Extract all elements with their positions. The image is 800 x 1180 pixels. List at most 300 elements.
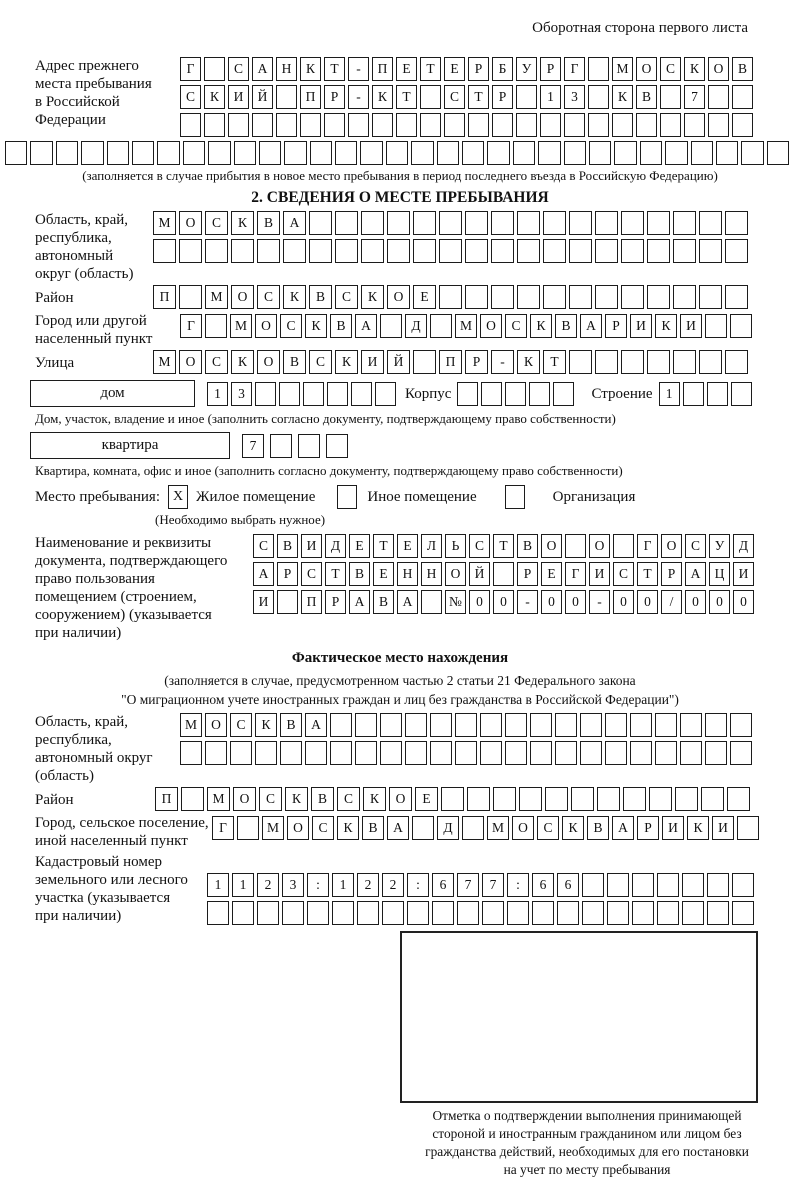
char-cell-empty[interactable] (493, 562, 514, 586)
char-cell-empty[interactable] (727, 787, 750, 811)
char-cell-empty[interactable] (532, 901, 554, 925)
char-cell-filled[interactable]: И (361, 350, 384, 374)
char-cell-filled[interactable]: К (231, 211, 254, 235)
char-cell-filled[interactable]: О (387, 285, 410, 309)
char-cell-empty[interactable] (505, 741, 527, 765)
char-cell-empty[interactable] (569, 285, 592, 309)
char-cell-filled[interactable]: В (280, 713, 302, 737)
char-cell-empty[interactable] (204, 57, 225, 81)
char-cell-filled[interactable]: О (512, 816, 534, 840)
char-cell-filled[interactable]: А (397, 590, 418, 614)
char-cell-empty[interactable] (493, 787, 516, 811)
char-cell-filled[interactable]: К (363, 787, 386, 811)
char-cell-empty[interactable] (595, 211, 618, 235)
char-cell-empty[interactable] (455, 713, 477, 737)
char-cell-filled[interactable]: А (305, 713, 327, 737)
char-cell-filled[interactable]: И (253, 590, 274, 614)
char-cell-empty[interactable] (332, 901, 354, 925)
char-cell-empty[interactable] (655, 713, 677, 737)
char-cell-empty[interactable] (530, 741, 552, 765)
char-cell-empty[interactable] (327, 382, 348, 406)
char-cell-empty[interactable] (737, 816, 759, 840)
char-cell-filled[interactable]: Е (541, 562, 562, 586)
char-cell-filled[interactable]: Ц (709, 562, 730, 586)
char-cell-empty[interactable] (157, 141, 179, 165)
char-cell-filled[interactable]: Е (444, 57, 465, 81)
char-cell-filled[interactable]: Т (468, 85, 489, 109)
char-cell-filled[interactable]: В (636, 85, 657, 109)
char-cell-empty[interactable] (632, 901, 654, 925)
char-cell-empty[interactable] (30, 141, 52, 165)
char-cell-empty[interactable] (517, 211, 540, 235)
char-cell-filled[interactable]: К (687, 816, 709, 840)
char-cell-empty[interactable] (179, 239, 202, 263)
char-cell-filled[interactable]: А (685, 562, 706, 586)
char-cell-empty[interactable] (673, 285, 696, 309)
char-cell-empty[interactable] (640, 141, 662, 165)
char-cell-empty[interactable] (310, 141, 332, 165)
char-cell-filled[interactable]: С (335, 285, 358, 309)
char-cell-empty[interactable] (655, 741, 677, 765)
char-cell-empty[interactable] (691, 141, 713, 165)
char-cell-empty[interactable] (538, 141, 560, 165)
char-cell-empty[interactable] (468, 113, 489, 137)
char-cell-empty[interactable] (351, 382, 372, 406)
char-cell-empty[interactable] (462, 816, 484, 840)
char-cell-filled[interactable]: О (287, 816, 309, 840)
char-cell-filled[interactable]: Н (421, 562, 442, 586)
char-cell-filled[interactable]: Л (421, 534, 442, 558)
char-cell-empty[interactable] (180, 113, 201, 137)
char-cell-filled[interactable]: В (257, 211, 280, 235)
char-cell-filled[interactable]: 0 (469, 590, 490, 614)
char-cell-filled[interactable]: К (231, 350, 254, 374)
char-cell-filled[interactable]: Р (605, 314, 627, 338)
char-cell-filled[interactable]: У (709, 534, 730, 558)
char-cell-filled[interactable]: С (613, 562, 634, 586)
char-cell-filled[interactable]: С (505, 314, 527, 338)
char-cell-empty[interactable] (725, 285, 748, 309)
char-cell-empty[interactable] (300, 113, 321, 137)
char-cell-empty[interactable] (413, 211, 436, 235)
char-cell-filled[interactable]: К (517, 350, 540, 374)
char-cell-empty[interactable] (430, 713, 452, 737)
char-cell-filled[interactable]: / (661, 590, 682, 614)
char-cell-filled[interactable]: К (300, 57, 321, 81)
char-cell-filled[interactable]: К (530, 314, 552, 338)
char-cell-filled[interactable]: - (517, 590, 538, 614)
char-cell-empty[interactable] (277, 590, 298, 614)
char-cell-filled[interactable]: К (285, 787, 308, 811)
char-cell-empty[interactable] (386, 141, 408, 165)
char-cell-filled[interactable]: И (228, 85, 249, 109)
char-cell-filled[interactable]: : (507, 873, 529, 897)
char-cell-filled[interactable]: 0 (637, 590, 658, 614)
char-cell-empty[interactable] (543, 211, 566, 235)
char-cell-empty[interactable] (257, 901, 279, 925)
char-cell-filled[interactable]: Й (252, 85, 273, 109)
char-cell-empty[interactable] (283, 239, 306, 263)
char-cell-empty[interactable] (441, 787, 464, 811)
char-cell-empty[interactable] (492, 113, 513, 137)
char-cell-filled[interactable]: 1 (207, 873, 229, 897)
char-cell-filled[interactable]: № (445, 590, 466, 614)
char-cell-filled[interactable]: М (487, 816, 509, 840)
char-cell-empty[interactable] (153, 239, 176, 263)
char-cell-empty[interactable] (330, 713, 352, 737)
char-cell-empty[interactable] (132, 141, 154, 165)
char-cell-empty[interactable] (465, 211, 488, 235)
char-cell-filled[interactable]: 2 (382, 873, 404, 897)
char-cell-filled[interactable]: Е (349, 534, 370, 558)
char-cell-filled[interactable]: Г (637, 534, 658, 558)
char-cell-empty[interactable] (730, 713, 752, 737)
char-cell-empty[interactable] (257, 239, 280, 263)
char-cell-filled[interactable]: Т (373, 534, 394, 558)
char-cell-empty[interactable] (595, 285, 618, 309)
char-cell-empty[interactable] (430, 741, 452, 765)
char-cell-empty[interactable] (420, 85, 441, 109)
char-cell-empty[interactable] (396, 113, 417, 137)
char-cell-empty[interactable] (699, 285, 722, 309)
char-cell-filled[interactable]: С (230, 713, 252, 737)
char-cell-filled[interactable]: К (562, 816, 584, 840)
char-cell-empty[interactable] (725, 239, 748, 263)
char-cell-filled[interactable]: 1 (540, 85, 561, 109)
char-cell-filled[interactable]: К (305, 314, 327, 338)
char-cell-empty[interactable] (298, 434, 320, 458)
char-cell-filled[interactable]: Й (469, 562, 490, 586)
char-cell-empty[interactable] (571, 787, 594, 811)
char-cell-empty[interactable] (279, 382, 300, 406)
char-cell-filled[interactable]: К (612, 85, 633, 109)
char-cell-filled[interactable]: Е (413, 285, 436, 309)
char-cell-empty[interactable] (588, 85, 609, 109)
char-cell-empty[interactable] (614, 141, 636, 165)
char-cell-empty[interactable] (680, 741, 702, 765)
char-cell-empty[interactable] (564, 141, 586, 165)
char-cell-empty[interactable] (465, 285, 488, 309)
char-cell-empty[interactable] (276, 113, 297, 137)
char-cell-empty[interactable] (181, 787, 204, 811)
char-cell-empty[interactable] (467, 787, 490, 811)
char-cell-empty[interactable] (361, 239, 384, 263)
char-cell-empty[interactable] (553, 382, 574, 406)
char-cell-empty[interactable] (705, 314, 727, 338)
char-cell-empty[interactable] (673, 350, 696, 374)
char-cell-filled[interactable]: Д (437, 816, 459, 840)
char-cell-filled[interactable]: А (612, 816, 634, 840)
char-cell-filled[interactable]: А (283, 211, 306, 235)
char-cell-filled[interactable]: У (516, 57, 537, 81)
char-cell-empty[interactable] (207, 901, 229, 925)
char-cell-empty[interactable] (228, 113, 249, 137)
char-cell-empty[interactable] (405, 713, 427, 737)
char-cell-filled[interactable]: Г (212, 816, 234, 840)
char-cell-empty[interactable] (732, 901, 754, 925)
char-cell-filled[interactable]: А (253, 562, 274, 586)
char-cell-filled[interactable]: О (541, 534, 562, 558)
char-cell-filled[interactable]: М (230, 314, 252, 338)
char-cell-filled[interactable]: С (309, 350, 332, 374)
char-cell-empty[interactable] (589, 141, 611, 165)
char-cell-filled[interactable]: О (205, 713, 227, 737)
char-cell-empty[interactable] (360, 141, 382, 165)
char-cell-filled[interactable]: К (372, 85, 393, 109)
char-cell-empty[interactable] (716, 141, 738, 165)
char-cell-empty[interactable] (582, 873, 604, 897)
char-cell-empty[interactable] (505, 713, 527, 737)
char-cell-filled[interactable]: М (180, 713, 202, 737)
char-cell-empty[interactable] (582, 901, 604, 925)
char-cell-empty[interactable] (405, 741, 427, 765)
char-cell-empty[interactable] (179, 285, 202, 309)
char-cell-filled[interactable]: И (589, 562, 610, 586)
char-cell-filled[interactable]: С (337, 787, 360, 811)
char-cell-empty[interactable] (280, 741, 302, 765)
char-cell-empty[interactable] (682, 873, 704, 897)
char-cell-filled[interactable]: Р (517, 562, 538, 586)
char-cell-empty[interactable] (270, 434, 292, 458)
char-cell-filled[interactable]: Р (325, 590, 346, 614)
char-cell-filled[interactable]: 7 (684, 85, 705, 109)
char-cell-empty[interactable] (682, 901, 704, 925)
checkbox-zhiloe[interactable] (168, 485, 188, 509)
char-cell-filled[interactable]: А (355, 314, 377, 338)
char-cell-empty[interactable] (439, 239, 462, 263)
char-cell-empty[interactable] (505, 382, 526, 406)
char-cell-empty[interactable] (632, 873, 654, 897)
char-cell-filled[interactable]: - (491, 350, 514, 374)
char-cell-empty[interactable] (276, 85, 297, 109)
char-cell-empty[interactable] (237, 816, 259, 840)
char-cell-empty[interactable] (767, 141, 789, 165)
char-cell-empty[interactable] (730, 741, 752, 765)
char-cell-empty[interactable] (375, 382, 396, 406)
char-cell-filled[interactable]: О (480, 314, 502, 338)
char-cell-filled[interactable]: Т (543, 350, 566, 374)
char-cell-empty[interactable] (699, 211, 722, 235)
char-cell-filled[interactable]: С (312, 816, 334, 840)
char-cell-filled[interactable]: Е (373, 562, 394, 586)
char-cell-empty[interactable] (705, 741, 727, 765)
char-cell-filled[interactable]: Р (540, 57, 561, 81)
char-cell-empty[interactable] (380, 713, 402, 737)
char-cell-filled[interactable]: В (277, 534, 298, 558)
char-cell-empty[interactable] (665, 141, 687, 165)
char-cell-filled[interactable]: В (362, 816, 384, 840)
char-cell-empty[interactable] (621, 239, 644, 263)
char-cell-empty[interactable] (660, 113, 681, 137)
char-cell-empty[interactable] (309, 239, 332, 263)
char-cell-empty[interactable] (647, 350, 670, 374)
char-cell-empty[interactable] (580, 713, 602, 737)
char-cell-empty[interactable] (430, 314, 452, 338)
char-cell-filled[interactable]: С (444, 85, 465, 109)
char-cell-empty[interactable] (647, 239, 670, 263)
char-cell-filled[interactable]: Й (387, 350, 410, 374)
char-cell-filled[interactable]: М (612, 57, 633, 81)
char-cell-filled[interactable]: Р (468, 57, 489, 81)
char-cell-filled[interactable]: А (252, 57, 273, 81)
char-cell-filled[interactable]: С (469, 534, 490, 558)
char-cell-filled[interactable]: 0 (565, 590, 586, 614)
char-cell-filled[interactable]: К (684, 57, 705, 81)
char-cell-empty[interactable] (465, 239, 488, 263)
char-cell-filled[interactable]: И (301, 534, 322, 558)
char-cell-empty[interactable] (335, 239, 358, 263)
char-cell-empty[interactable] (421, 590, 442, 614)
char-cell-empty[interactable] (517, 285, 540, 309)
char-cell-filled[interactable]: С (537, 816, 559, 840)
char-cell-empty[interactable] (649, 787, 672, 811)
char-cell-empty[interactable] (732, 113, 753, 137)
char-cell-filled[interactable]: К (361, 285, 384, 309)
char-cell-empty[interactable] (413, 239, 436, 263)
char-cell-filled[interactable]: : (307, 873, 329, 897)
char-cell-empty[interactable] (480, 713, 502, 737)
char-cell-empty[interactable] (564, 113, 585, 137)
char-cell-filled[interactable]: С (180, 85, 201, 109)
char-cell-filled[interactable]: И (733, 562, 754, 586)
char-cell-filled[interactable]: С (660, 57, 681, 81)
char-cell-empty[interactable] (607, 873, 629, 897)
char-cell-empty[interactable] (5, 141, 27, 165)
char-cell-empty[interactable] (455, 741, 477, 765)
char-cell-filled[interactable]: В (555, 314, 577, 338)
char-cell-filled[interactable]: - (348, 85, 369, 109)
char-cell-filled[interactable]: О (233, 787, 256, 811)
char-cell-empty[interactable] (380, 314, 402, 338)
char-cell-empty[interactable] (413, 350, 436, 374)
char-cell-filled[interactable]: П (301, 590, 322, 614)
char-cell-empty[interactable] (437, 141, 459, 165)
char-cell-empty[interactable] (597, 787, 620, 811)
char-cell-filled[interactable]: Г (564, 57, 585, 81)
char-cell-empty[interactable] (432, 901, 454, 925)
char-cell-filled[interactable]: Т (324, 57, 345, 81)
char-cell-empty[interactable] (543, 285, 566, 309)
char-cell-empty[interactable] (647, 211, 670, 235)
char-cell-empty[interactable] (513, 141, 535, 165)
char-cell-empty[interactable] (309, 211, 332, 235)
char-cell-empty[interactable] (707, 901, 729, 925)
char-cell-empty[interactable] (630, 713, 652, 737)
char-cell-filled[interactable]: М (262, 816, 284, 840)
char-cell-filled[interactable]: К (255, 713, 277, 737)
char-cell-filled[interactable]: К (335, 350, 358, 374)
char-cell-empty[interactable] (481, 382, 502, 406)
char-cell-filled[interactable]: М (205, 285, 228, 309)
char-cell-empty[interactable] (205, 314, 227, 338)
char-cell-filled[interactable]: И (630, 314, 652, 338)
char-cell-filled[interactable]: С (301, 562, 322, 586)
char-cell-filled[interactable]: О (179, 211, 202, 235)
char-cell-empty[interactable] (407, 901, 429, 925)
char-cell-empty[interactable] (457, 901, 479, 925)
char-cell-empty[interactable] (707, 382, 728, 406)
char-cell-filled[interactable]: Т (493, 534, 514, 558)
char-cell-filled[interactable]: И (662, 816, 684, 840)
char-cell-empty[interactable] (462, 141, 484, 165)
char-cell-filled[interactable]: И (680, 314, 702, 338)
char-cell-empty[interactable] (555, 713, 577, 737)
char-cell-filled[interactable]: 3 (564, 85, 585, 109)
char-cell-filled[interactable]: А (580, 314, 602, 338)
char-cell-empty[interactable] (439, 285, 462, 309)
char-cell-filled[interactable]: О (636, 57, 657, 81)
char-cell-filled[interactable]: Е (396, 57, 417, 81)
char-cell-filled[interactable]: 1 (232, 873, 254, 897)
char-cell-filled[interactable]: В (283, 350, 306, 374)
char-cell-empty[interactable] (387, 239, 410, 263)
char-cell-filled[interactable]: В (349, 562, 370, 586)
char-cell-filled[interactable]: 0 (733, 590, 754, 614)
char-cell-filled[interactable]: О (708, 57, 729, 81)
char-cell-empty[interactable] (612, 113, 633, 137)
char-cell-filled[interactable]: 0 (613, 590, 634, 614)
char-cell-filled[interactable]: П (155, 787, 178, 811)
char-cell-filled[interactable]: 1 (207, 382, 228, 406)
char-cell-empty[interactable] (699, 239, 722, 263)
char-cell-empty[interactable] (284, 141, 306, 165)
char-cell-filled[interactable]: Р (465, 350, 488, 374)
char-cell-filled[interactable]: К (204, 85, 225, 109)
char-cell-empty[interactable] (282, 901, 304, 925)
char-cell-filled[interactable]: О (179, 350, 202, 374)
char-cell-empty[interactable] (741, 141, 763, 165)
char-cell-filled[interactable]: 0 (541, 590, 562, 614)
char-cell-empty[interactable] (387, 211, 410, 235)
char-cell-empty[interactable] (725, 350, 748, 374)
char-cell-empty[interactable] (439, 211, 462, 235)
char-cell-empty[interactable] (205, 239, 228, 263)
char-cell-filled[interactable]: 6 (432, 873, 454, 897)
char-cell-empty[interactable] (303, 382, 324, 406)
char-cell-empty[interactable] (621, 350, 644, 374)
char-cell-empty[interactable] (540, 113, 561, 137)
char-cell-empty[interactable] (382, 901, 404, 925)
char-cell-empty[interactable] (660, 85, 681, 109)
char-cell-empty[interactable] (623, 787, 646, 811)
char-cell-empty[interactable] (411, 141, 433, 165)
char-cell-filled[interactable]: - (589, 590, 610, 614)
char-cell-empty[interactable] (444, 113, 465, 137)
char-cell-filled[interactable]: Е (397, 534, 418, 558)
char-cell-filled[interactable]: 7 (457, 873, 479, 897)
char-cell-empty[interactable] (569, 239, 592, 263)
char-cell-empty[interactable] (335, 141, 357, 165)
char-cell-empty[interactable] (708, 113, 729, 137)
char-cell-empty[interactable] (361, 211, 384, 235)
char-cell-empty[interactable] (491, 211, 514, 235)
char-cell-empty[interactable] (204, 113, 225, 137)
char-cell-empty[interactable] (482, 901, 504, 925)
char-cell-empty[interactable] (621, 211, 644, 235)
char-cell-filled[interactable]: Д (405, 314, 427, 338)
char-cell-filled[interactable]: Т (420, 57, 441, 81)
char-cell-filled[interactable]: О (257, 350, 280, 374)
char-cell-empty[interactable] (684, 113, 705, 137)
char-cell-empty[interactable] (545, 787, 568, 811)
char-cell-filled[interactable]: 2 (257, 873, 279, 897)
char-cell-empty[interactable] (480, 741, 502, 765)
char-cell-filled[interactable]: Д (733, 534, 754, 558)
char-cell-empty[interactable] (588, 113, 609, 137)
char-cell-empty[interactable] (725, 211, 748, 235)
char-cell-filled[interactable]: В (311, 787, 334, 811)
char-cell-empty[interactable] (613, 534, 634, 558)
